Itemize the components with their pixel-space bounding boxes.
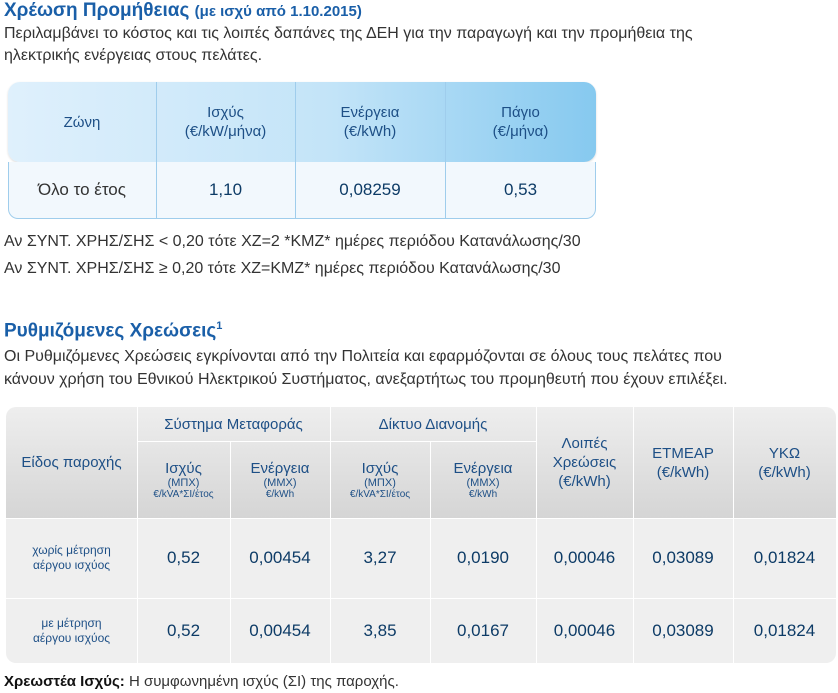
supply-charge-table — [8, 82, 596, 218]
header-etmear: ΕΤΜΕΑΡ (€/kWh) — [652, 444, 714, 481]
row2-distribution-energy: 0,0167 — [457, 620, 509, 640]
header-fixed: Πάγιο (€/μήνα) — [492, 104, 549, 140]
row-label-without-reactive: χωρίς μέτρηση αέργου ισχύος — [32, 543, 111, 572]
formula-note-2: Αν ΣΥΝΤ. ΧΡΗΣ/ΣΗΣ ≥ 0,20 τότε ΧΖ=ΚΜΖ* ημέρες περιόδου Κατανάλωσης/30 — [4, 260, 561, 277]
footnote-marker: 1 — [216, 320, 223, 332]
footnote-term: Χρεωστέα Ισχύς: — [4, 673, 125, 690]
header-yko: ΥΚΩ (€/kWh) — [758, 444, 811, 481]
cell-fixed: 0,53 — [503, 180, 538, 199]
row2-yko: 0,01824 — [753, 620, 816, 640]
regulated-description-line-1: Οι Ρυθμιζόμενες Χρεώσεις εγκρίνονται από την Πολιτεία και εφαρμόζονται σε όλους τους πελάτες που — [4, 348, 722, 365]
header-distribution-network: Δίκτυο Διανομής — [378, 415, 488, 433]
row1-etmear: 0,03089 — [652, 548, 714, 567]
regulated-charges-table — [6, 407, 836, 663]
row2-distribution-power: 3,85 — [363, 620, 397, 640]
row1-distribution-power: 3,27 — [363, 548, 397, 567]
cell-power: 1,10 — [208, 180, 243, 199]
header-transmission-system: Σύστημα Μεταφοράς — [164, 415, 303, 433]
row2-other-charges: 0,00046 — [553, 620, 616, 640]
row1-transmission-energy: 0,00454 — [249, 548, 311, 567]
row2-etmear: 0,03089 — [652, 620, 714, 640]
regulated-description-line-2: κάνουν χρήση του Εθνικού Ηλεκτρικού Συστήματος, ανεξαρτήτως του προμηθευτή που έχουν επιλέξει. — [4, 371, 728, 388]
header-zone: Ζώνη — [63, 113, 101, 131]
header-supply-type: Είδος παροχής — [21, 454, 122, 471]
header-other-charges: Λοιπές Χρεώσεις (€/kWh) — [552, 435, 617, 490]
footnote-text: Η συμφωνημένη ισχύς (ΣΙ) της παροχής. — [124, 673, 399, 690]
footnote — [4, 673, 399, 690]
supply-charge-title — [4, 0, 362, 22]
header-distribution-power: Ισχύς (ΜΠΧ) €/kVA*ΣΙ/έτος — [349, 459, 411, 500]
header-power: Ισχύς (€/kW/μήνα) — [184, 104, 267, 140]
cell-zone: Όλο το έτος — [38, 180, 126, 199]
row1-yko: 0,01824 — [753, 548, 816, 567]
row2-transmission-power: 0,52 — [166, 620, 201, 640]
supply-charge-title-text: Χρέωση Προμήθειας — [4, 0, 190, 21]
row2-transmission-energy: 0,00454 — [249, 620, 311, 640]
row1-transmission-power: 0,52 — [166, 548, 201, 567]
row-label-with-reactive: με μέτρηση αέργου ισχύος — [32, 615, 111, 645]
supply-description-line-1: Περιλαμβάνει το κόστος και τις λοιπές δαπάνες της ΔΕΗ για την παραγωγή και την προμήθεια της — [4, 25, 693, 42]
header-distribution-energy: Ενέργεια (ΜΜΧ) €/kWh — [453, 459, 513, 500]
row1-other-charges: 0,00046 — [553, 548, 616, 567]
supply-description-line-2: ηλεκτρικής ενέργειας στους πελάτες. — [4, 47, 263, 64]
cell-energy: 0,08259 — [339, 180, 401, 199]
formula-note-1: Αν ΣΥΝΤ. ΧΡΗΣ/ΣΗΣ < 0,20 τότε ΧΖ=2 *ΚΜΖ* ημέρες περιόδου Κατανάλωσης/30 — [4, 233, 581, 250]
header-transmission-energy: Ενέργεια (ΜΜΧ) €/kWh — [250, 459, 310, 500]
regulated-charges-title: Ρυθμιζόμενες Χρεώσεις$^1$ — [4, 320, 223, 342]
header-energy: Ενέργεια (€/kWh) — [340, 104, 400, 140]
row1-distribution-energy: 0,0190 — [457, 548, 509, 567]
header-transmission-power: Ισχύς (ΜΠΧ) €/kVA*ΣΙ/έτος — [153, 459, 214, 500]
supply-charge-title-note: (με ισχύ από 1.10.2015) — [194, 3, 362, 20]
